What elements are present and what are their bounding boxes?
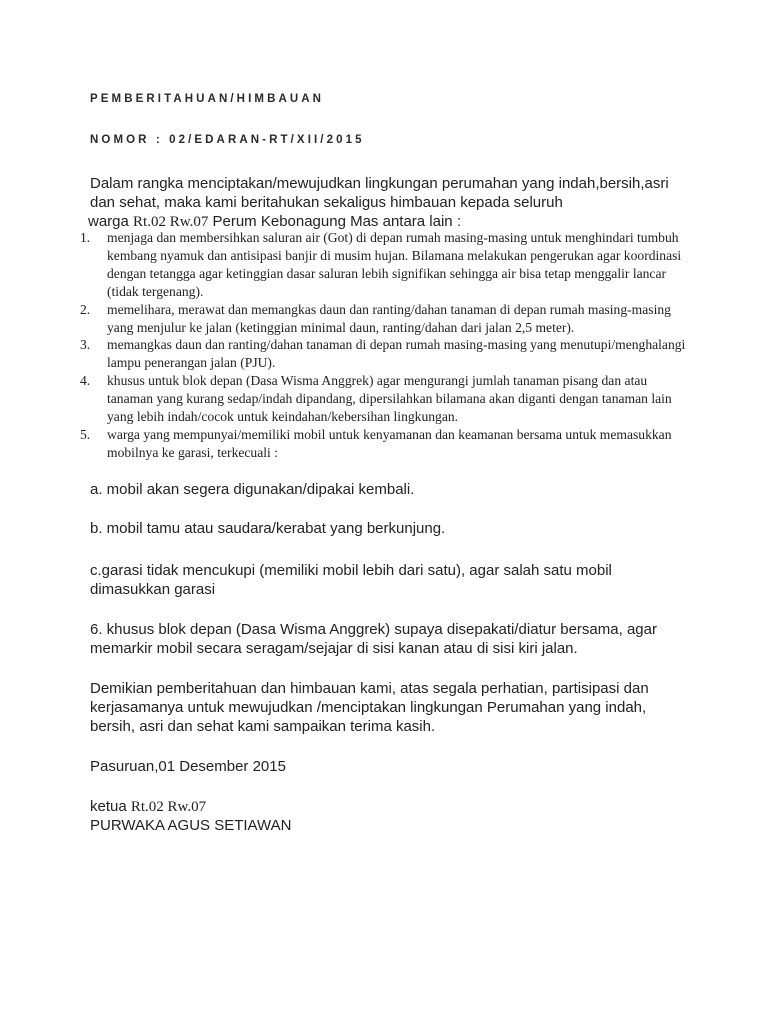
list-item-number: 2. <box>80 301 91 317</box>
document-title: PEMBERITAHUAN/HIMBAUAN <box>90 93 325 105</box>
list-item <box>78 372 690 426</box>
signatory-role <box>90 797 690 817</box>
list-item <box>78 229 690 301</box>
item-6-line-1: 6. khusus blok depan (Dasa Wisma Anggrek) supaya disepakati/diatur bersama, agar <box>90 621 657 638</box>
document-number: NOMOR : 02/EDARAN-RT/XII/2015 <box>90 134 365 146</box>
place-date: Pasuruan,01 Desember 2015 <box>90 758 286 775</box>
list-item-number: 5. <box>80 426 91 442</box>
list-item <box>78 336 690 372</box>
signatory-name: PURWAKA AGUS SETIAWAN <box>90 817 292 834</box>
list-item-number: 1. <box>80 230 91 245</box>
intro-line-3-post: Perum Kebonagung Mas antara lain : <box>208 213 461 230</box>
closing-line-2: kerjasamanya untuk mewujudkan /menciptakan lingkungan Perumahan yang indah, <box>90 699 647 716</box>
sub-item-c-line-1: c.garasi tidak mencukupi (memiliki mobil lebih dari satu), agar salah satu mobil <box>90 562 612 579</box>
list-item-number: 3. <box>80 337 91 353</box>
sub-item-c-line-2: dimasukkan garasi <box>90 581 216 598</box>
list-item <box>78 426 690 462</box>
sub-item-c <box>90 561 690 599</box>
sub-item-b: b. mobil tamu atau saudara/kerabat yang berkunjung. <box>90 520 446 537</box>
item-6 <box>90 620 690 658</box>
closing-line-1: Demikian pemberitahuan dan himbauan kami, atas segala perhatian, partisipasi dan <box>90 680 649 697</box>
item-6-line-2: memarkir mobil secara seragam/sejajar di sisi kanan atau di sisi kiri jalan. <box>90 640 578 657</box>
signatory-rt-rw: Rt.02 Rw.07 <box>130 799 207 815</box>
intro-paragraph <box>90 174 690 232</box>
list-item-text: menjaga dan membersihkan saluran air (Got) di depan rumah masing-masing untuk menghindari tumbuh kembang nyamuk dan antisipasi banjir di musim hujan. Bilamana melakukan pengerukan agar koordinasi dengan tetangga agar ketinggian dasar saluran lebih signifikan sehingga air bisa tetap menggalir lancar (tidak tergenang). <box>107 230 682 299</box>
signatory-role-pre: ketua <box>90 798 131 815</box>
sub-item-a: a. mobil akan segera digunakan/dipakai kembali. <box>90 481 415 498</box>
intro-line-1: Dalam rangka menciptakan/mewujudkan lingkungan perumahan yang indah,bersih,asri <box>90 175 669 192</box>
list-item-text: khusus untuk blok depan (Dasa Wisma Anggrek) agar mengurangi jumlah tanaman pisang dan atau tanaman yang kurang sedap/indah dipandang, dipersilahkan bilamana akan diganti dengan tanaman lain yang lebih indah/cocok untuk keindahan/kebersihan lingkungan. <box>107 373 672 425</box>
list-item-text: memangkas daun dan ranting/dahan tanaman di depan rumah masing-masing yang menutupi/menghalangi lampu penerangan jalan (PJU). <box>107 337 686 371</box>
list-item-text: memelihara, merawat dan memangkas daun dan ranting/dahan tanaman di depan rumah masing-masing yang menjulur ke jalan (ketinggian minimal daun, ranting/dahan dari jalan 2,5 meter). <box>107 301 671 335</box>
closing-paragraph <box>90 679 690 736</box>
list-item-text: warga yang mempunyai/memiliki mobil untuk kenyamanan dan keamanan bersama untuk memasukkan mobilnya ke garasi, terkecuali : <box>107 426 672 460</box>
intro-line-3-pre: warga <box>88 213 134 230</box>
closing-line-3: bersih, asri dan sehat kami sampaikan terima kasih. <box>90 718 436 735</box>
intro-rt-rw: Rt.02 Rw.07 <box>133 214 209 230</box>
list-item-number: 4. <box>80 373 91 389</box>
list-item <box>78 301 690 337</box>
instruction-list <box>78 229 690 462</box>
intro-line-2: dan sehat, maka kami beritahukan sekaligus himbauan kepada seluruh <box>90 194 563 211</box>
